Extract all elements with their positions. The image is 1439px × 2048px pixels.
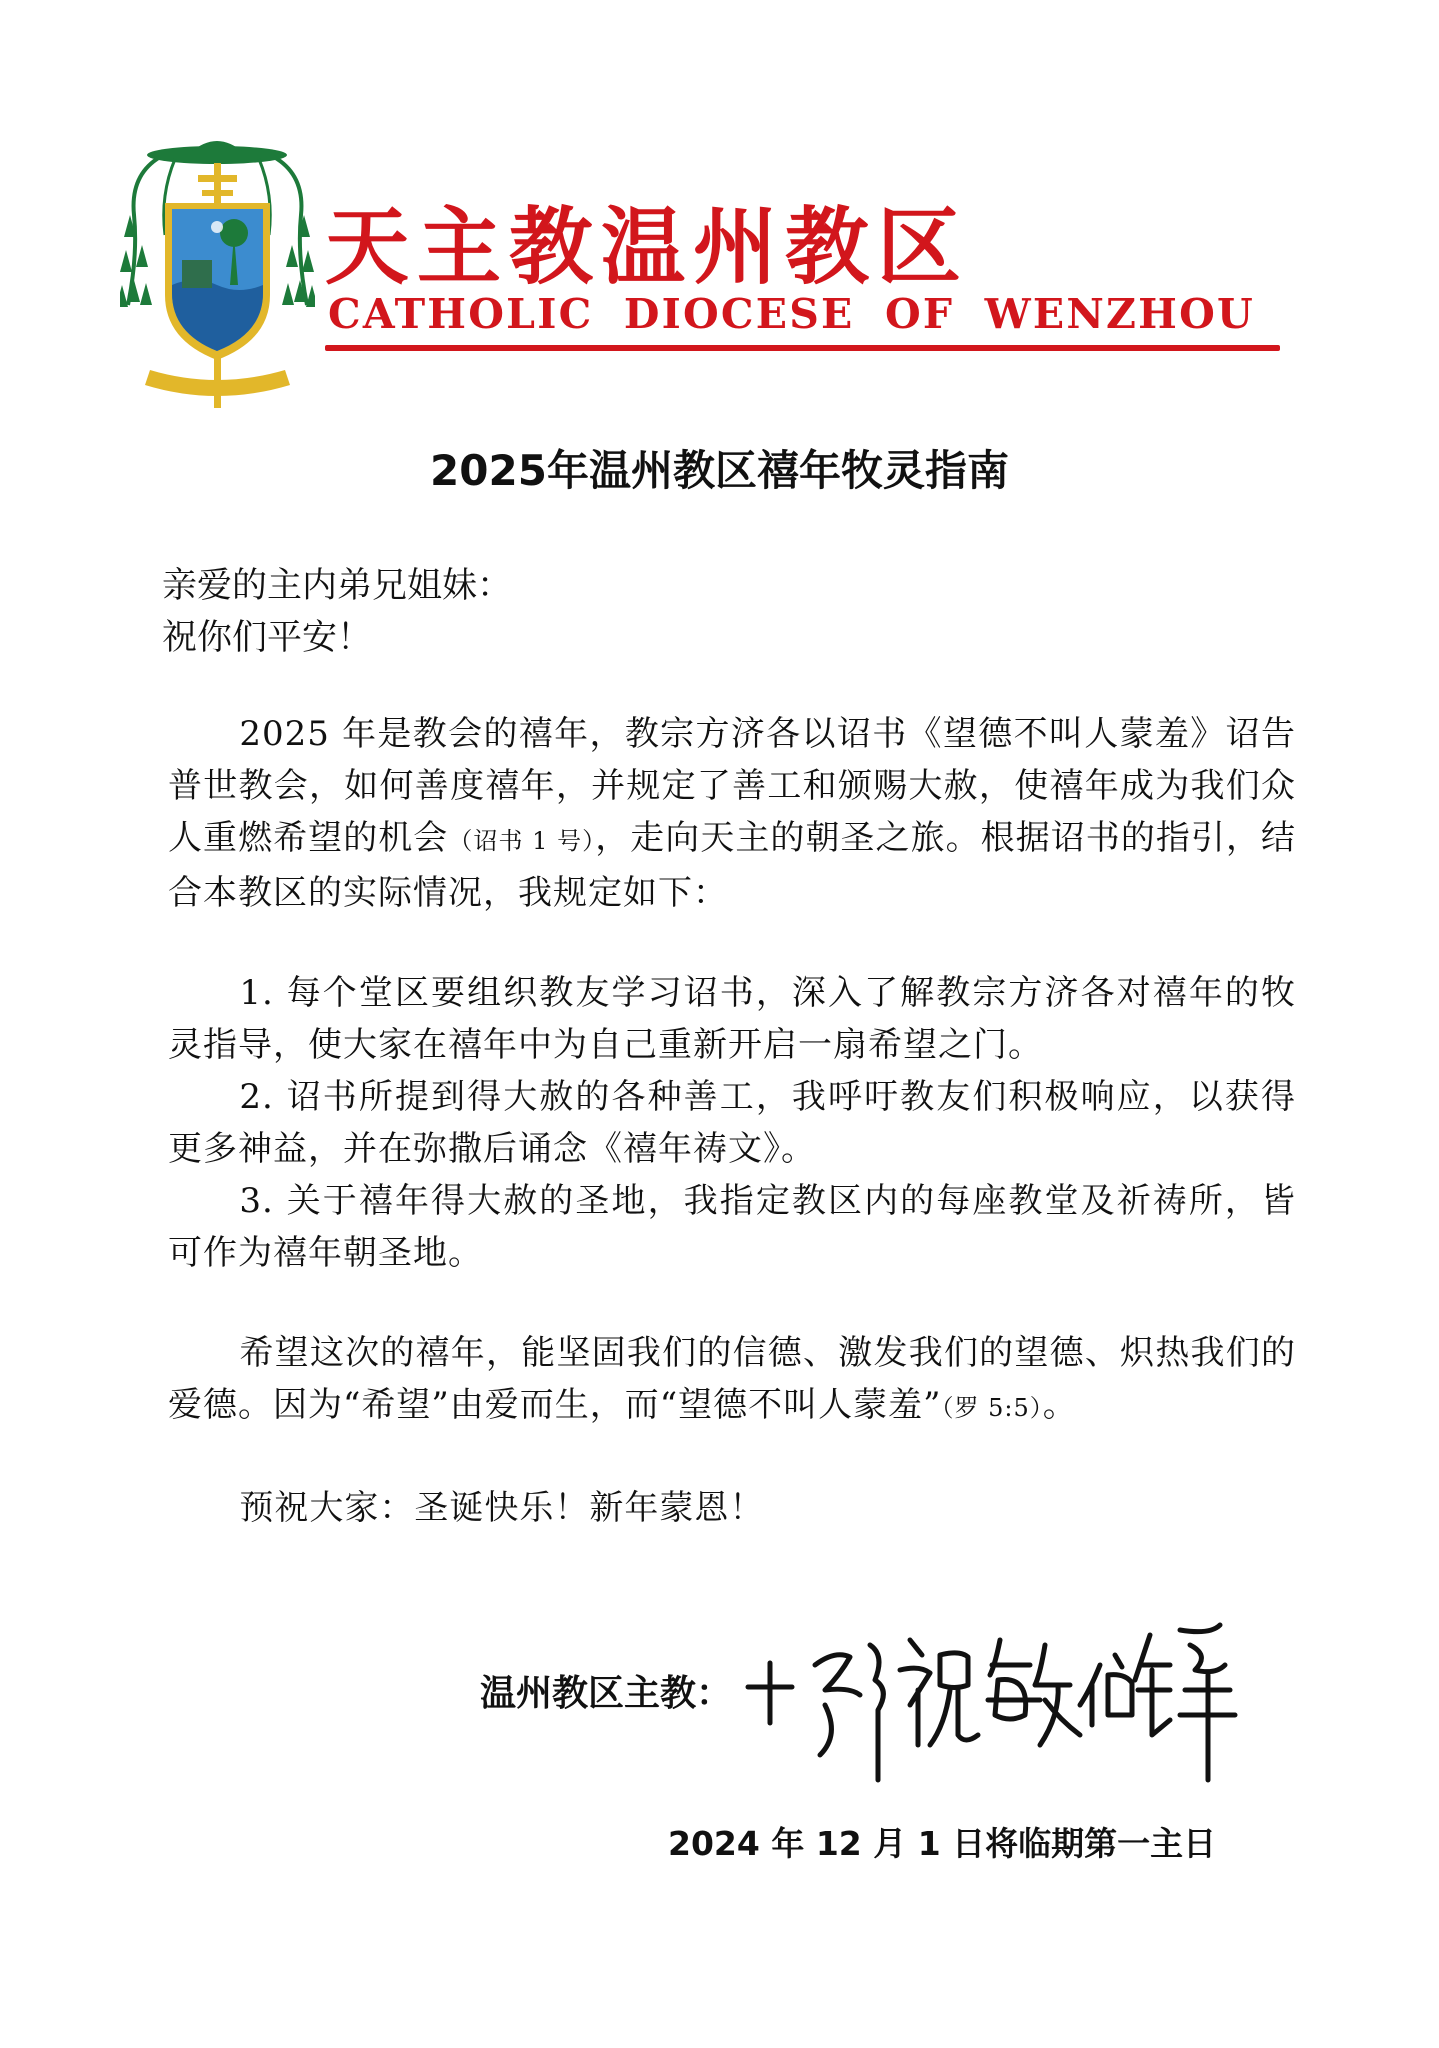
- salutation-line: 亲爱的主内弟兄姐妹：: [162, 566, 513, 606]
- hope-text-end: 。: [1042, 1385, 1078, 1425]
- document-title: 2025年温州教区禧年牧灵指南: [430, 446, 1009, 495]
- spacer: [168, 1434, 1296, 1482]
- holiday-greeting: 预祝大家：圣诞快乐！新年蒙恩！: [239, 1488, 765, 1528]
- greeting-line: 祝你们平安！: [162, 618, 373, 658]
- intro-reference: （诏书 1 号）: [448, 827, 596, 855]
- letterhead-divider: [325, 345, 1280, 351]
- hope-paragraph: [168, 1327, 1296, 1434]
- hope-text: 希望这次的禧年，能坚固我们的信德、激发我们的望德、炽热我们的爱德。因为“希望”由爱而生，而“望德不叫人蒙羞”: [168, 1333, 1296, 1425]
- intro-paragraph: [168, 708, 1296, 919]
- directive-item: 1. 每个堂区要组织教友学习诏书，深入了解教宗方济各对禧年的牧灵指导，使大家在禧年中为自己重新开启一扇希望之门。: [168, 973, 1296, 1065]
- diocese-name-english: CATHOLIC DIOCESE OF WENZHOU: [328, 290, 1255, 338]
- intro-text-continued: ，走向天主的朝圣之旅。根据诏书的指引，结合本教区的实际情况，我规定如下：: [168, 818, 1297, 913]
- salutation: [162, 560, 512, 664]
- directive-item: 2. 诏书所提到得大赦的各种善工，我呼吁教友们积极响应，以获得更多神益，并在弥撒后诵念《禧年祷文》。: [168, 1077, 1296, 1169]
- spacer: [168, 1279, 1296, 1327]
- intro-text: 2025 年是教会的禧年，教宗方济各以诏书《望德不叫人蒙羞》诏告普世教会，如何善度禧年，并规定了善工和颁赐大赦，使禧年成为我们众人重燃希望的机会: [168, 714, 1296, 858]
- episcopal-coat-of-arms-icon: [120, 135, 315, 410]
- letter-body: [168, 708, 1296, 1534]
- scripture-reference: （罗 5:5）: [941, 1394, 1043, 1422]
- signature-block: [480, 1595, 1240, 1785]
- letterhead: [120, 125, 1290, 410]
- signature-label: 温州教区主教：: [480, 1673, 733, 1714]
- diocese-name-chinese: 天主教温州教区: [325, 198, 970, 296]
- handwritten-signature: [740, 1595, 1240, 1785]
- spacer: [168, 919, 1296, 967]
- letter-date: 2024 年 12 月 1 日将临期第一主日: [668, 1824, 1217, 1863]
- directive-item: 3. 关于禧年得大赦的圣地，我指定教区内的每座教堂及祈祷所，皆可作为禧年朝圣地。: [168, 1181, 1296, 1273]
